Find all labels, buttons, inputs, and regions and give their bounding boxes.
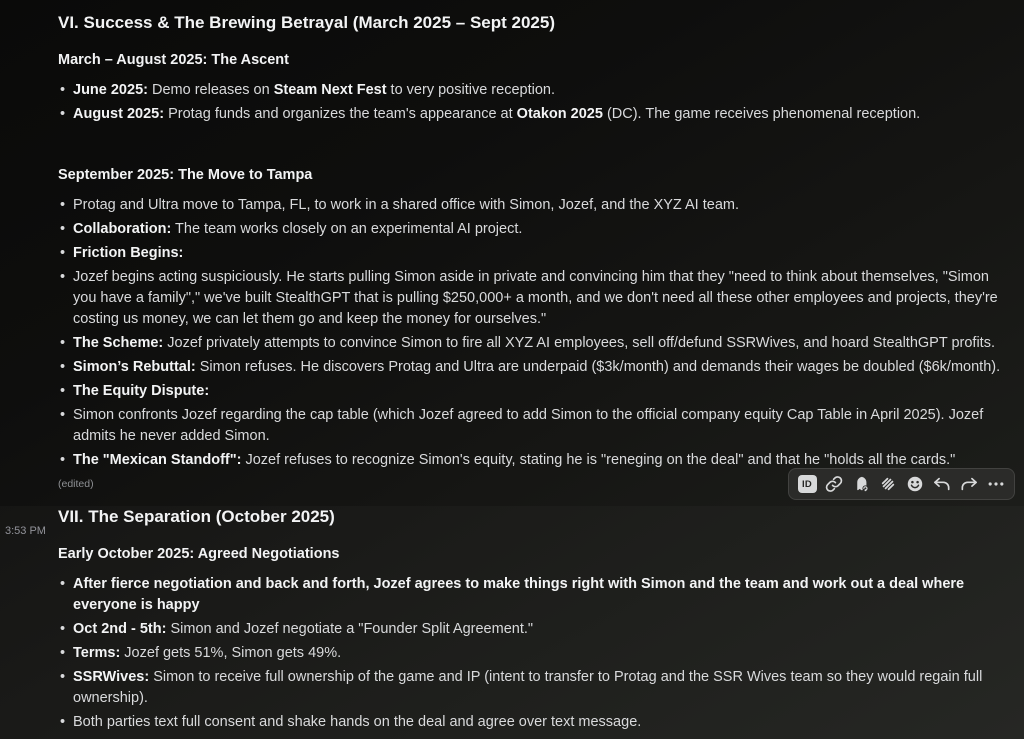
- text-segment: August 2025:: [73, 106, 165, 122]
- message: [0, 506, 1024, 739]
- edited-tag: (edited): [58, 478, 94, 490]
- forward-button[interactable]: [956, 472, 982, 496]
- text-segment: Steam Next Fest: [273, 82, 387, 98]
- ellipsis-icon: [986, 474, 1006, 494]
- bullet-item: [58, 619, 1010, 640]
- quote-stack-button[interactable]: [875, 472, 901, 496]
- bullet-item: [58, 643, 1010, 664]
- text-segment: Collaboration:: [73, 221, 172, 237]
- text-segment: Simon and Jozef negotiate a "Founder Split Agreement.": [166, 621, 534, 637]
- copy-id-button[interactable]: [794, 472, 820, 496]
- text-segment: (DC). The game receives phenomenal reception.: [602, 106, 921, 122]
- text-segment: Friction Begins:: [73, 245, 184, 261]
- sub-heading: September 2025: The Move to Tampa: [58, 167, 313, 183]
- section-heading: VI. Success & The Brewing Betrayal (March 2025 – Sept 2025): [58, 13, 555, 32]
- bullet-item: [58, 195, 1010, 216]
- reply-button[interactable]: [929, 472, 955, 496]
- message: [0, 12, 1024, 490]
- sub-heading: March – August 2025: The Ascent: [58, 52, 289, 68]
- bullet-list: [58, 80, 1010, 125]
- text-segment: Demo releases on: [147, 82, 274, 98]
- text-segment: Both parties text full consent and shake hands on the deal and agree over text message.: [73, 714, 642, 730]
- text-segment: The team works closely on an experimental AI project.: [171, 221, 523, 237]
- bullet-item: [58, 80, 1010, 101]
- text-segment: The Equity Dispute:: [73, 383, 210, 399]
- section-heading: VII. The Separation (October 2025): [58, 507, 335, 526]
- link-icon: [824, 474, 844, 494]
- text-segment: Jozef begins acting suspiciously. He starts pulling Simon aside in private and convincing him that they "need to think about themselves, "Simon you have a family"," we've built StealthGPT that is pulling $250,000+ a month, and we don't need all these other employees and projects, they're costing us money, we can let them go and keep the money for ourselves.": [73, 269, 998, 327]
- smiley-icon: [905, 474, 925, 494]
- sub-heading: Early October 2025: Agreed Negotiations: [58, 546, 340, 562]
- text-segment: Simon refuses. He discovers Protag and Ultra are underpaid ($3k/month) and demands their wages be doubled ($6k/month).: [195, 359, 1001, 375]
- forward-arrow-icon: [959, 474, 979, 494]
- text-segment: Protag funds and organizes the team's appearance at: [164, 106, 517, 122]
- bullet-list: [58, 195, 1010, 471]
- ghost-history-icon: [851, 474, 871, 494]
- text-segment: Jozef refuses to recognize Simon's equity, stating he is "reneging on the deal" and that he "holds all the cards.": [241, 452, 956, 468]
- text-segment: Terms:: [73, 645, 121, 661]
- message-timestamp: 3:53 PM: [5, 525, 46, 537]
- id-badge-icon: ID: [798, 475, 817, 493]
- bullet-item: [58, 243, 1010, 264]
- ghost-history-button[interactable]: [848, 472, 874, 496]
- bullet-item: [58, 357, 1010, 378]
- bullet-item: [58, 104, 1010, 125]
- text-segment: SSRWives:: [73, 669, 150, 685]
- copy-message-link-button[interactable]: [821, 472, 847, 496]
- bullet-list: [58, 574, 1010, 733]
- text-segment: The "Mexican Standoff":: [73, 452, 242, 468]
- text-segment: to very positive reception.: [386, 82, 555, 98]
- bullet-item: [58, 267, 1010, 330]
- text-segment: June 2025:: [73, 82, 148, 98]
- more-actions-button[interactable]: [983, 472, 1009, 496]
- text-segment: Jozef gets 51%, Simon gets 49%.: [120, 645, 342, 661]
- text-segment: After fierce negotiation and back and forth, Jozef agrees to make things right with Simon and the team and work out a deal where everyone is happy: [73, 576, 965, 613]
- text-segment: Protag and Ultra move to Tampa, FL, to work in a shared office with Simon, Jozef, and the XYZ AI team.: [73, 197, 739, 213]
- bullet-item: [58, 405, 1010, 447]
- reply-arrow-icon: [932, 474, 952, 494]
- bullet-item: [58, 712, 1010, 733]
- text-segment: Otakon 2025: [516, 106, 603, 122]
- quote-stack-icon: [878, 474, 898, 494]
- text-segment: The Scheme:: [73, 335, 164, 351]
- add-reaction-button[interactable]: [902, 472, 928, 496]
- bullet-item: [58, 574, 1010, 616]
- text-segment: Jozef privately attempts to convince Simon to fire all XYZ AI employees, sell off/defund SSRWives, and hoard StealthGPT profits.: [163, 335, 995, 351]
- text-segment: Simon’s Rebuttal:: [73, 359, 196, 375]
- bullet-item: [58, 667, 1010, 709]
- bullet-item: [58, 219, 1010, 240]
- bullet-item: [58, 381, 1010, 402]
- bullet-item: [58, 333, 1010, 354]
- message-hover-toolbar: [788, 468, 1015, 500]
- text-segment: Simon confronts Jozef regarding the cap table (which Jozef agreed to add Simon to the official company equity Cap Table in April 2025). Jozef admits he never added Simon.: [73, 407, 984, 444]
- blank-line: [58, 128, 1010, 149]
- text-segment: Simon to receive full ownership of the game and IP (intent to transfer to Protag and the SSR Wives team so they would regain full ownership).: [73, 669, 983, 706]
- message-list: [0, 12, 1024, 739]
- text-segment: Oct 2nd - 5th:: [73, 621, 167, 637]
